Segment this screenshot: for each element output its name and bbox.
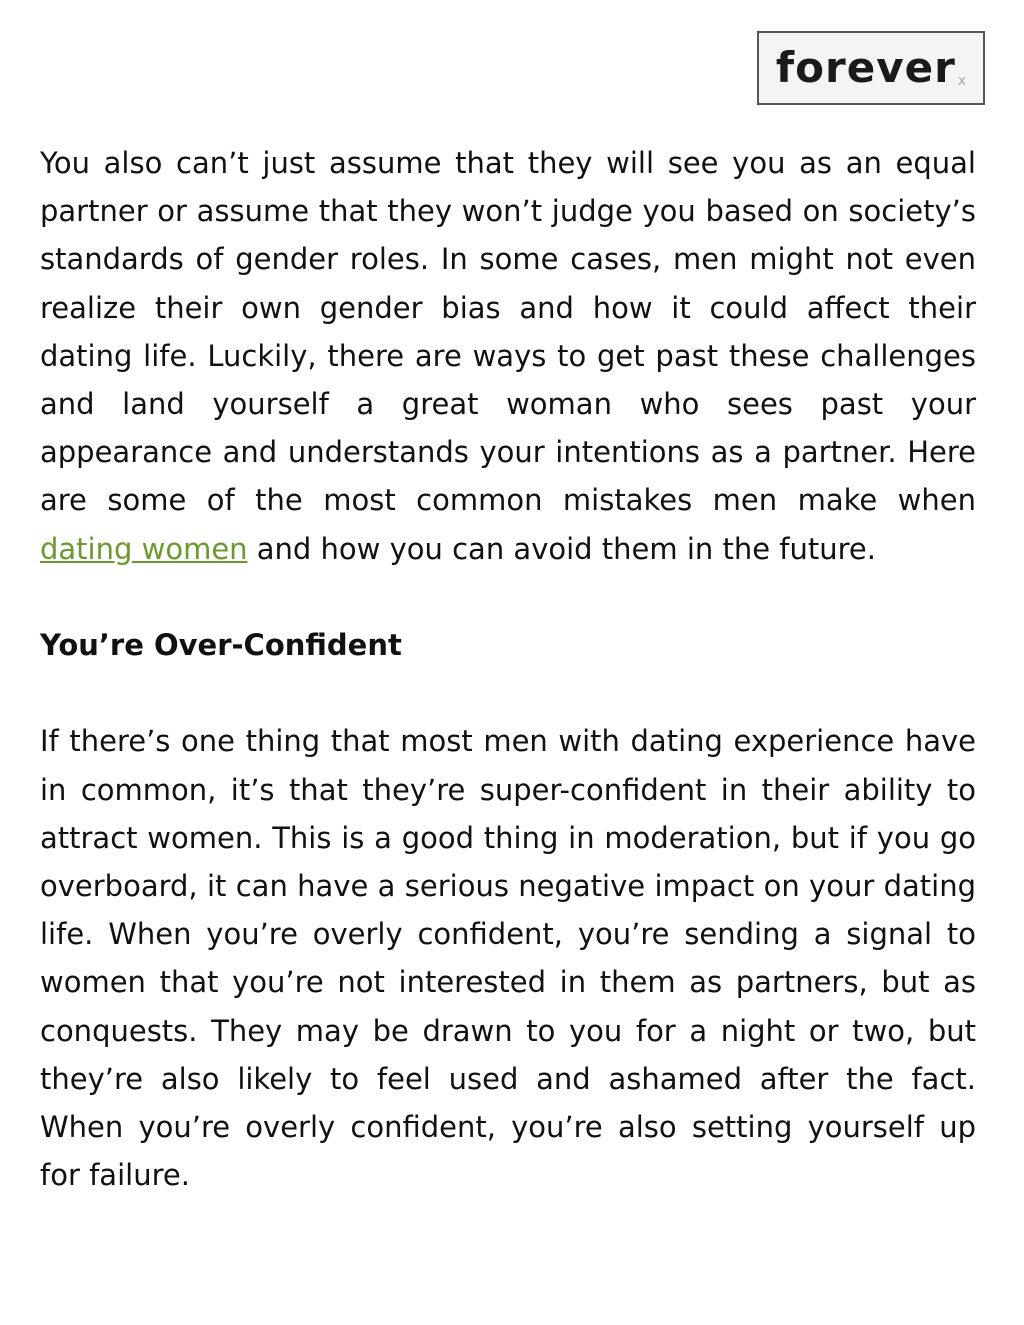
intro-text-before-link: You also can’t just assume that they will see you as an equal partner or assume that they won’t judge you based on society’s standards of gender roles. In some cases, men might not even realize their own gender bias and how it could affect their dating life. Luckily, there are ways to get past these challenges and land yourself a great woman who sees past your appearance and understands your intentions as a partner. Here are some of the most common mistakes men make when <box>40 146 976 518</box>
section-paragraph: If there’s one thing that most men with dating experience have in common, it’s that they’re super-confident in their ability to attract women. This is a good thing in moderation, but if you go overboard, it can have a serious negative impact on your dating life. When you’re overly confident, you’re sending a signal to women that you’re not interested in them as partners, but as conquests. They may be drawn to you for a night or two, but they’re also likely to feel used and ashamed after the fact. When you’re overly confident, you’re also setting yourself up for failure. <box>40 724 976 1193</box>
dating-women-link[interactable]: dating women <box>40 531 248 566</box>
forever-logo[interactable] <box>757 31 985 105</box>
intro-text-after-link: and how you can avoid them in the future. <box>247 531 876 566</box>
section-heading: You’re Over-Confident <box>40 628 402 663</box>
logo-text: forever <box>775 43 956 92</box>
intro-paragraph <box>40 139 976 573</box>
article-body <box>40 139 976 1199</box>
spacer <box>40 573 976 621</box>
spacer <box>40 669 976 717</box>
logo-close-mark: x <box>957 73 967 89</box>
